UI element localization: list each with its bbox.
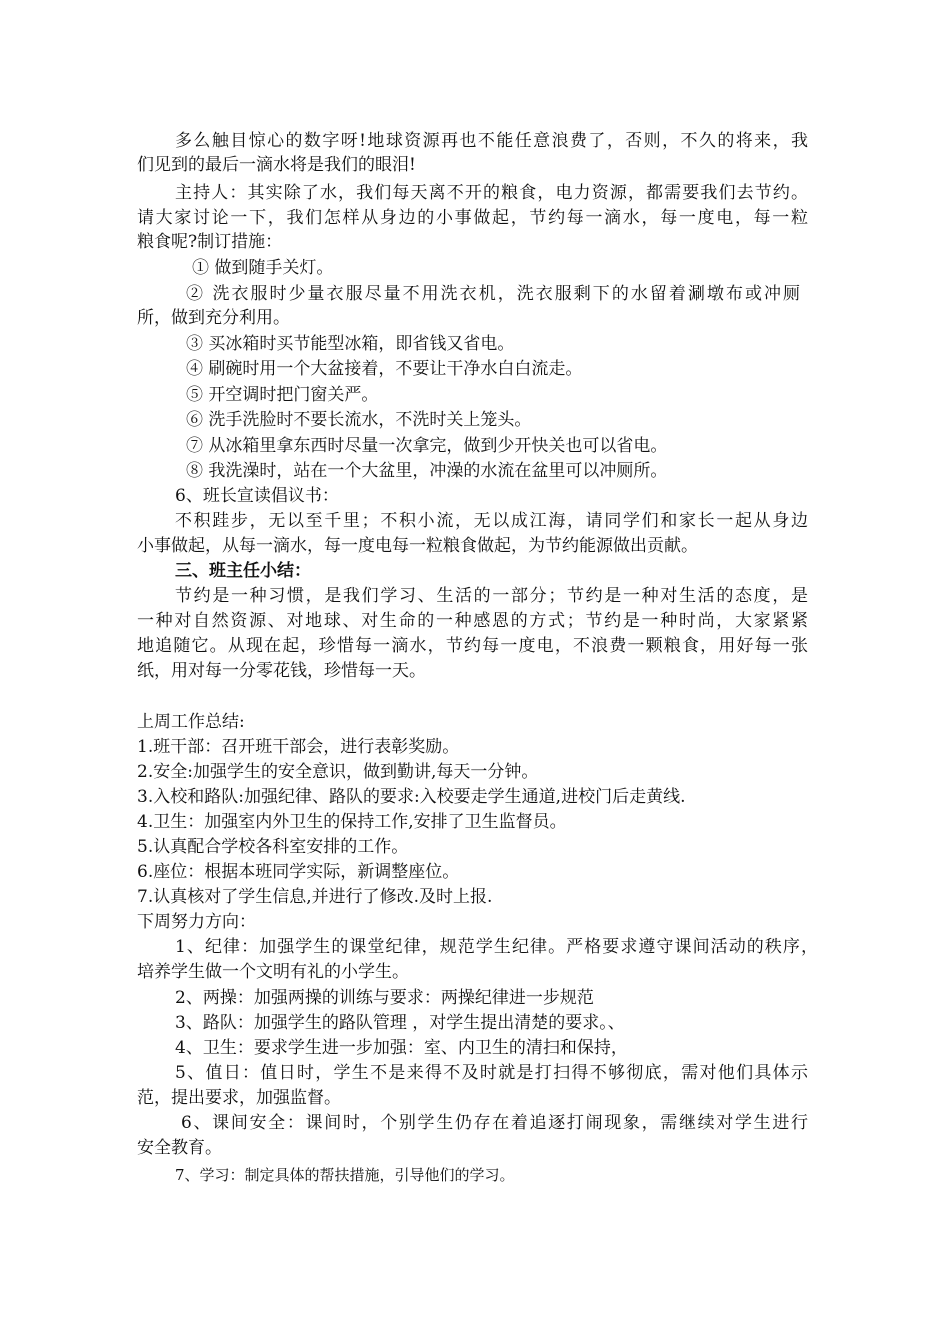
list-item: 1、纪律：加强学生的课堂纪律，规范学生纪律。严格要求遵守课间活动的秩序，	[175, 937, 818, 957]
paragraph-line: 请大家讨论一下，我们怎样从身边的小事做起，节约每一滴水，每一度电，每一粒	[137, 208, 808, 228]
paragraph-line: 一种对自然资源、对地球、对生命的一种感恩的方式；节约是一种时尚，大家紧紧	[137, 611, 808, 631]
measure-item: ③ 买冰箱时买节能型冰箱，即省钱又省电。	[186, 334, 515, 354]
list-item: 5.认真配合学校各科室安排的工作。	[137, 837, 409, 857]
list-item: 6.座位：根据本班同学实际，新调整座位。	[137, 862, 460, 882]
next-week-title: 下周努力方向：	[137, 912, 256, 932]
paragraph-line: 纸，用对每一分零花钱，珍惜每一天。	[137, 661, 426, 681]
list-item: 6、课间安全：课间时，个别学生仍存在着追逐打闹现象，需继续对学生进行	[181, 1113, 808, 1133]
list-item: 2、两操：加强两操的训练与要求：两操纪律进一步规范	[175, 988, 594, 1008]
list-item: 培养学生做一个文明有礼的小学生。	[137, 962, 409, 982]
measure-item: ④ 刷碗时用一个大盆接着，不要让干净水白白流走。	[186, 359, 583, 379]
paragraph-line: 粮食呢?制订措施：	[137, 232, 283, 252]
measure-item: ⑧ 我洗澡时，站在一个大盆里，冲澡的水流在盆里可以冲厕所。	[186, 461, 668, 481]
paragraph-line: 小事做起，从每一滴水，每一度电每一粒粮食做起，为节约能源做出贡献。	[137, 536, 698, 556]
last-week-title: 上周工作总结:	[137, 712, 245, 732]
paragraph-line: 们见到的最后一滴水将是我们的眼泪!	[137, 155, 416, 175]
list-item: 范，提出要求，加强监督。	[137, 1088, 341, 1108]
list-item: 7.认真核对了学生信息,并进行了修改.及时上报.	[137, 887, 493, 907]
paragraph-line: 多么触目惊心的数字呀!地球资源再也不能任意浪费了，否则，不久的将来，我	[175, 131, 808, 151]
measure-item: ⑥ 洗手洗脸时不要长流水，不洗时关上笼头。	[186, 410, 532, 430]
paragraph-line: 地追随它。从现在起，珍惜每一滴水，节约每一度电，不浪费一颗粮食，用好每一张	[137, 636, 808, 656]
list-item: 安全教育。	[137, 1138, 222, 1158]
measure-item: ① 做到随手关灯。	[192, 258, 334, 278]
section-heading: 三、班主任小结：	[175, 561, 311, 581]
list-item: 5、值日：值日时，学生不是来得不及时就是打扫得不够彻底，需对他们具体示	[175, 1063, 808, 1083]
list-item: 7、学习：制定具体的帮扶措施，引导他们的学习。	[175, 1166, 515, 1184]
list-item: 3.入校和路队:加强纪律、路队的要求:入校要走学生通道,进校门后走黄线.	[137, 787, 686, 807]
list-item: 3、路队：加强学生的路队管理 ，对学生提出清楚的要求。、	[175, 1013, 625, 1033]
measure-item: ② 洗衣服时少量衣服尽量不用洗衣机，洗衣服剩下的水留着涮墩布或冲厕	[186, 284, 800, 304]
list-item: 1.班干部：召开班干部会，进行表彰奖励。	[137, 737, 460, 757]
paragraph-line: 主持人：其实除了水，我们每天离不开的粮食，电力资源，都需要我们去节约。	[175, 183, 808, 203]
paragraph-line: 不积跬步，无以至千里；不积小流，无以成江海，请同学们和家长一起从身边	[175, 511, 808, 531]
measure-item: ⑤ 开空调时把门窗关严。	[186, 385, 379, 405]
list-item: 4、卫生：要求学生进一步加强：室、内卫生的清扫和保持，	[175, 1038, 628, 1058]
section-item: 6、班长宣读倡议书：	[175, 486, 339, 506]
paragraph-line: 节约是一种习惯，是我们学习、生活的一部分；节约是一种对生活的态度，是	[175, 586, 808, 606]
list-item: 2.安全:加强学生的安全意识，做到勤讲,每天一分钟。	[137, 762, 539, 782]
measure-item: ⑦ 从冰箱里拿东西时尽量一次拿完，做到少开快关也可以省电。	[186, 436, 668, 456]
measure-item: 所，做到充分利用。	[137, 308, 290, 328]
list-item: 4.卫生：加强室内外卫生的保持工作,安排了卫生监督员。	[137, 812, 567, 832]
